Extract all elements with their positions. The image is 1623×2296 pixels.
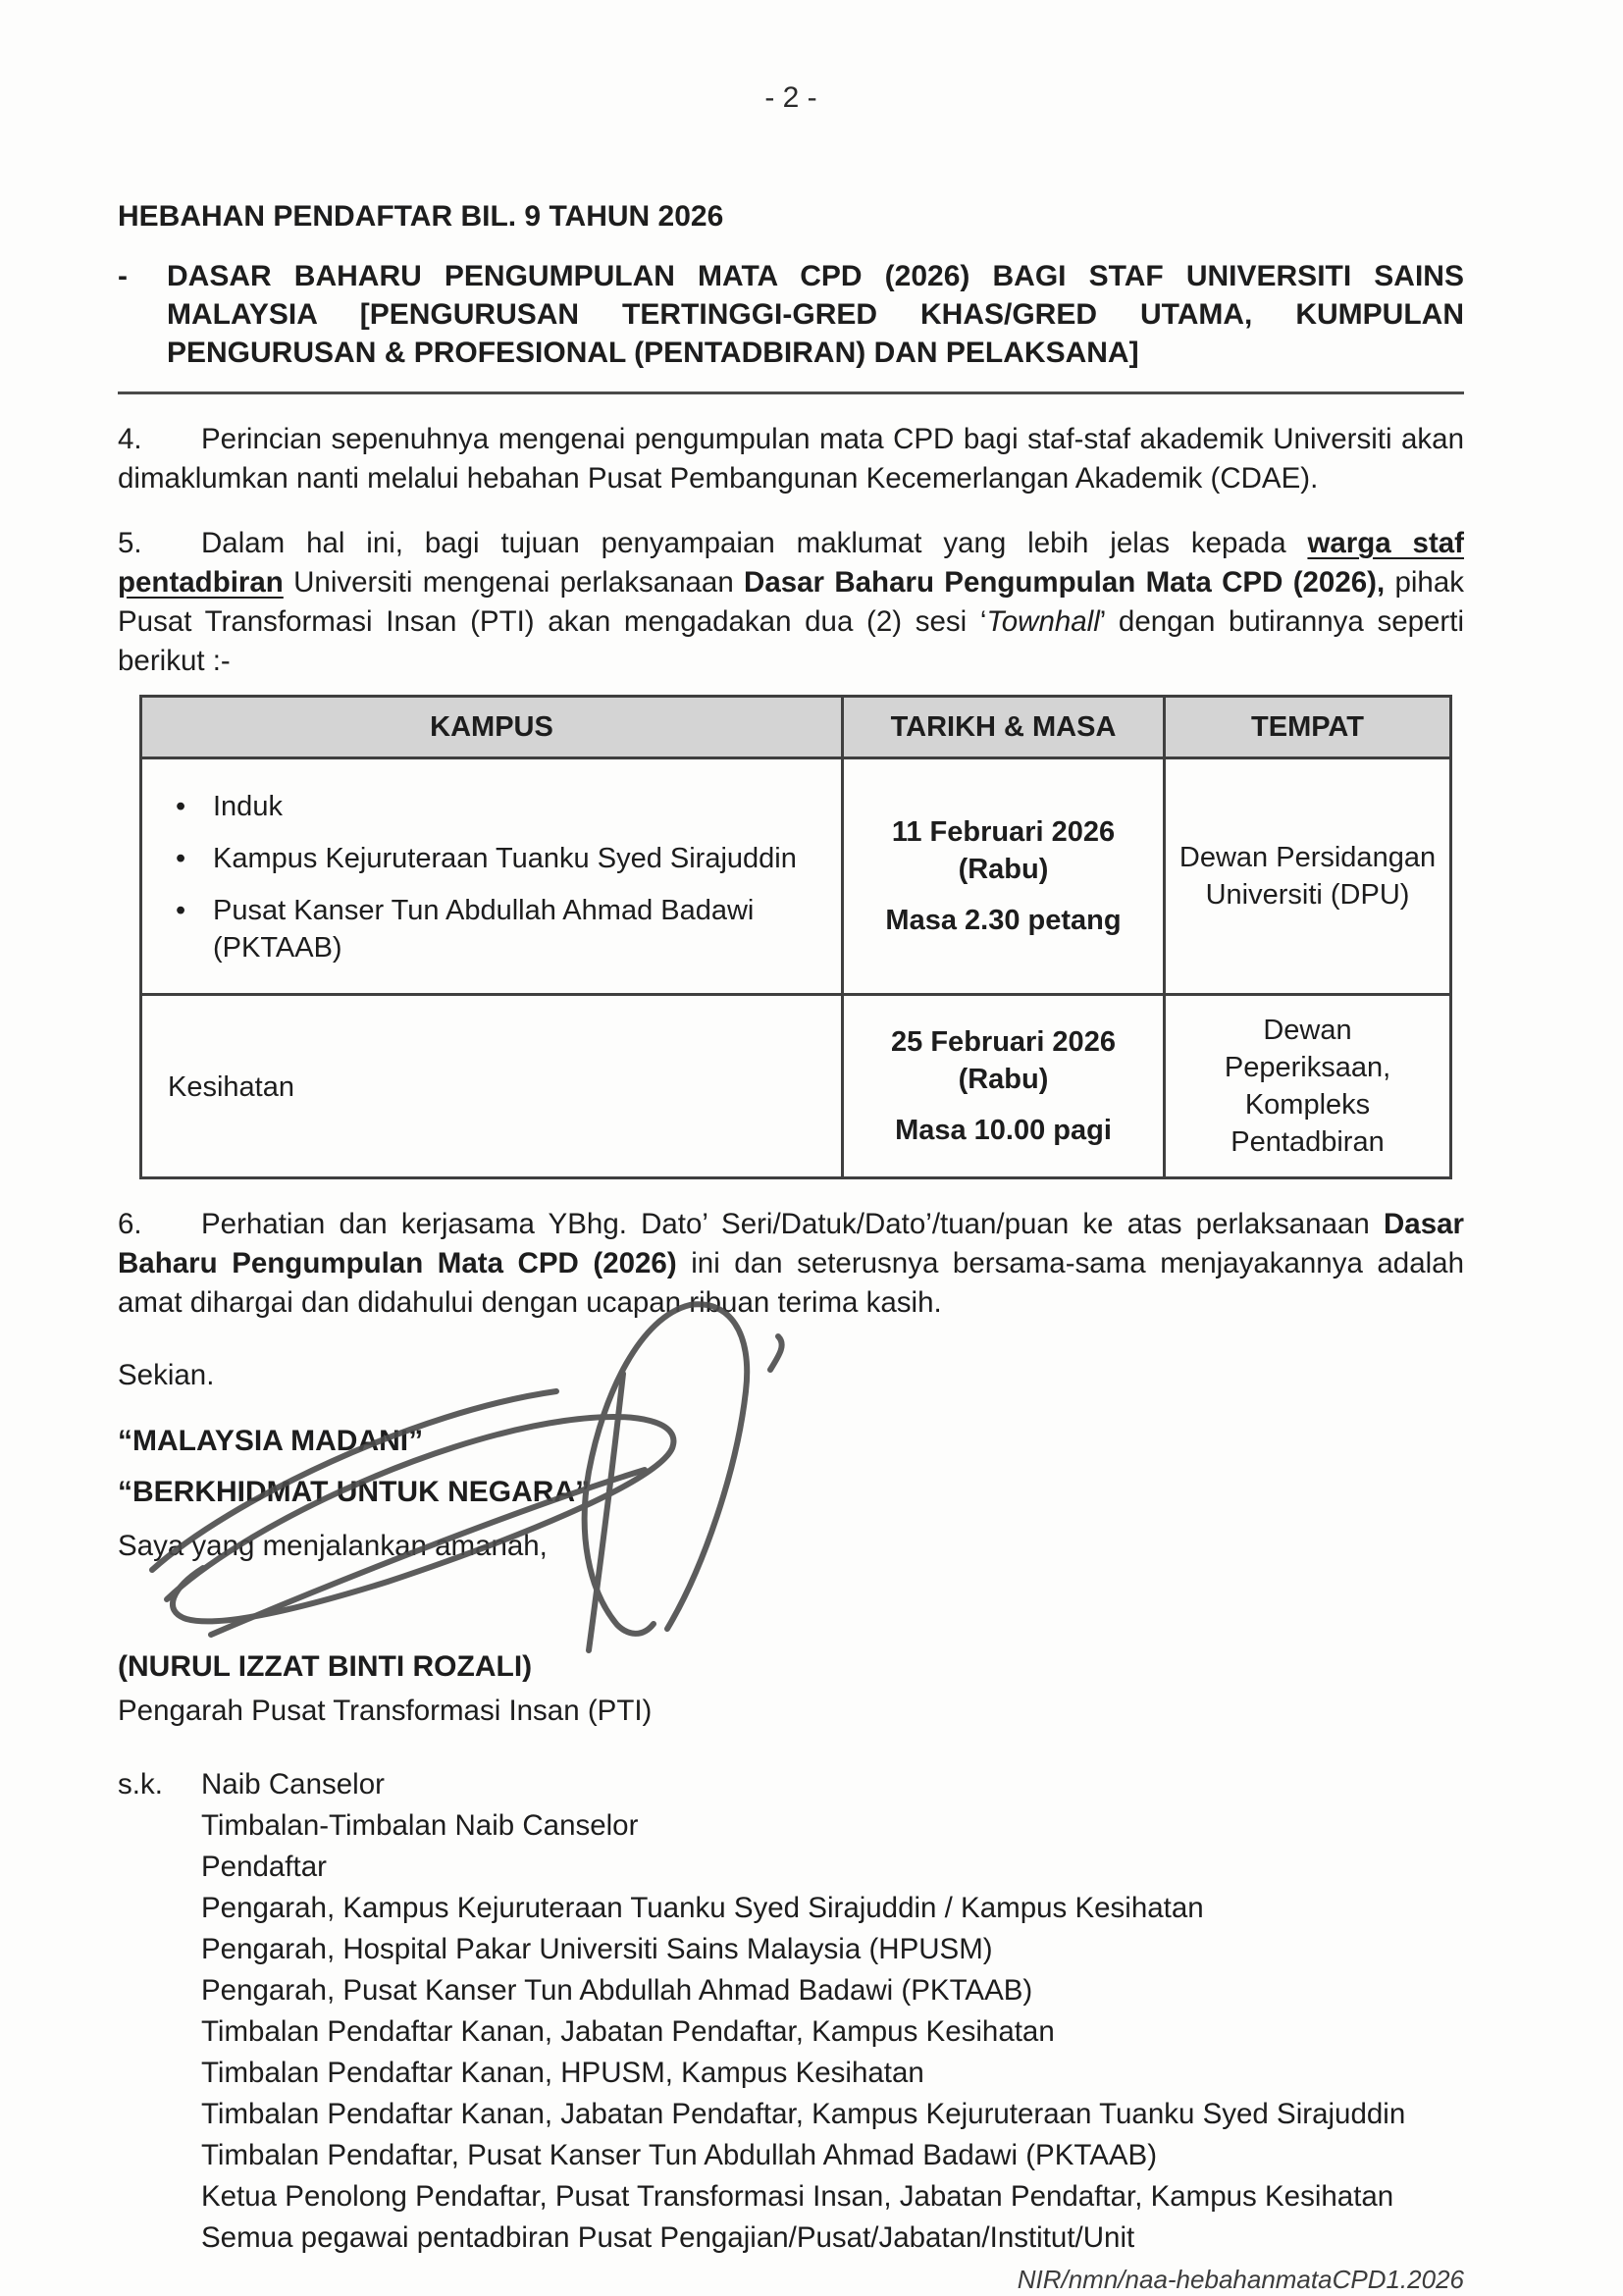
- paragraph-5-text: Dalam hal ini, bagi tujuan penyampaian maklumat yang lebih jelas kepada: [201, 527, 1308, 559]
- subject-dash: -: [118, 260, 128, 292]
- kampus-bullet: • Kampus Kejuruteraan Tuanku Syed Sirajuddin: [168, 840, 821, 877]
- sk-label: s.k.: [118, 1768, 163, 1800]
- sk-item: Timbalan Pendaftar Kanan, Jabatan Pendaftar, Kampus Kesihatan: [201, 2015, 1055, 2048]
- paragraph-5-townhall: Townhall: [986, 605, 1100, 638]
- tarikh-date: 11 Februari 2026: [891, 816, 1116, 848]
- sk-item: Timbalan Pendaftar, Pusat Kanser Tun Abdullah Ahmad Badawi (PKTAAB): [201, 2139, 1158, 2171]
- paragraph-5-emphasis-dasar: Dasar Baharu Pengumpulan Mata CPD (2026),: [744, 566, 1386, 599]
- sk-item: Timbalan-Timbalan Naib Canselor: [201, 1809, 639, 1842]
- subject-line: [118, 257, 1464, 372]
- signature-scribble: [93, 1276, 839, 1668]
- tarikh-day: (Rabu): [958, 1064, 1049, 1095]
- subject-text: DASAR BAHARU PENGUMPULAN MATA CPD (2026) BAGI STAF UNIVERSITI SAINS MALAYSIA [PENGURUSAN TERTINGGI-GRED KHAS/GRED UTAMA, KUMPULAN PENGURUSAN & PROFESIONAL (PENTADBIRAN) DAN PELAKSANA]: [167, 260, 1464, 369]
- paragraph-5-text: pihak Pusat Transformasi Insan (PTI) akan mengadakan dua (2) sesi ‘: [118, 566, 1464, 638]
- table-row: [141, 758, 1451, 995]
- signatory-title: Pengarah Pusat Transformasi Insan (PTI): [118, 1695, 653, 1727]
- footer-reference: NIR/nmn/naa-hebahanmataCPD1.2026: [1017, 2265, 1464, 2294]
- paragraph-6-text: Perhatian dan kerjasama YBhg. Dato’ Seri/Datuk/Dato’/tuan/puan ke atas perlaksanaan: [201, 1208, 1384, 1240]
- salutation-line: Saya yang menjalankan amanah,: [118, 1530, 548, 1562]
- sk-item: Pengarah, Pusat Kanser Tun Abdullah Ahmad Badawi (PKTAAB): [201, 1974, 1033, 2007]
- page-number: - 2 -: [764, 81, 817, 114]
- divider-rule: [118, 391, 1464, 394]
- cell-tempat-row2: Dewan Peperiksaan, Kompleks Pentadbiran: [1165, 995, 1451, 1178]
- cell-tarikh-row2: [843, 995, 1165, 1178]
- cell-tarikh-row1: [843, 758, 1165, 995]
- paragraph-6-number: 6.: [118, 1208, 142, 1240]
- kampus-bullet: • Pusat Kanser Tun Abdullah Ahmad Badawi (PKTAAB): [168, 892, 821, 966]
- sk-item: Semua pegawai pentadbiran Pusat Pengajian/Pusat/Jabatan/Institut/Unit: [201, 2221, 1135, 2254]
- paragraph-6-emphasis-dasar: Dasar Baharu Pengumpulan Mata CPD (2026): [118, 1208, 1464, 1279]
- paragraph-6-text: ini dan seterusnya bersama-sama menjayakannya adalah amat dihargai dan didahului dengan ucapan ribuan terima kasih.: [118, 1247, 1464, 1319]
- paragraph-4-text: Perincian sepenuhnya mengenai pengumpulan mata CPD bagi staf-staf akademik Universiti akan dimaklumkan nanti melalui hebahan Pusat Pembangunan Kecemerlangan Akademik (CDAE).: [118, 423, 1464, 495]
- kampus-bullet: • Induk: [168, 788, 821, 825]
- paragraph-5-number: 5.: [118, 527, 142, 559]
- table-header-row: [141, 697, 1451, 758]
- col-header-kampus: KAMPUS: [141, 697, 843, 758]
- slogan-berkhidmat: “BERKHIDMAT UNTUK NEGARA”: [118, 1476, 591, 1508]
- sk-item: Pendaftar: [201, 1851, 327, 1883]
- tarikh-date: 25 Februari 2026: [891, 1026, 1116, 1058]
- paragraph-4: [118, 420, 1464, 498]
- tarikh-day: (Rabu): [958, 854, 1049, 885]
- tarikh-masa: Masa 10.00 pagi: [895, 1115, 1112, 1146]
- paragraph-5-emphasis-warga-staf: warga staf pentadbiran: [118, 527, 1464, 599]
- cell-tempat-row1: Dewan Persidangan Universiti (DPU): [1165, 758, 1451, 995]
- paragraph-5-text: Universiti mengenai perlaksanaan: [283, 566, 745, 599]
- tarikh-masa: Masa 2.30 petang: [885, 905, 1122, 936]
- sk-item: Ketua Penolong Pendaftar, Pusat Transformasi Insan, Jabatan Pendaftar, Kampus Kesihatan: [201, 2180, 1394, 2213]
- paragraph-6: [118, 1205, 1464, 1323]
- sk-item: Pengarah, Hospital Pakar Universiti Sains Malaysia (HPUSM): [201, 1933, 993, 1965]
- townhall-schedule-table: [139, 695, 1452, 1179]
- cell-kampus-row1: [141, 758, 843, 995]
- cell-kampus-row2: Kesihatan: [141, 995, 843, 1178]
- doc-title: HEBAHAN PENDAFTAR BIL. 9 TAHUN 2026: [118, 200, 724, 233]
- sekian-line: Sekian.: [118, 1359, 215, 1391]
- sk-items: [201, 1764, 1464, 2259]
- paragraph-4-number: 4.: [118, 423, 142, 455]
- col-header-tarikh-masa: TARIKH & MASA: [843, 697, 1165, 758]
- paragraph-5: [118, 524, 1464, 681]
- paragraph-5-text: ’ dengan butirannya seperti berikut :-: [118, 605, 1464, 677]
- slogan-malaysia-madani: “MALAYSIA MADANI”: [118, 1425, 424, 1457]
- table-row: [141, 995, 1451, 1178]
- sk-distribution-list: [118, 1764, 1464, 2259]
- col-header-tempat: TEMPAT: [1165, 697, 1451, 758]
- sk-item: Pengarah, Kampus Kejuruteraan Tuanku Syed Sirajuddin / Kampus Kesihatan: [201, 1892, 1204, 1924]
- sk-item: Naib Canselor: [201, 1768, 385, 1800]
- sk-item: Timbalan Pendaftar Kanan, Jabatan Pendaftar, Kampus Kejuruteraan Tuanku Syed Sirajuddin: [201, 2098, 1406, 2130]
- signatory-name: (NURUL IZZAT BINTI ROZALI): [118, 1650, 533, 1683]
- sk-item: Timbalan Pendaftar Kanan, HPUSM, Kampus Kesihatan: [201, 2057, 924, 2089]
